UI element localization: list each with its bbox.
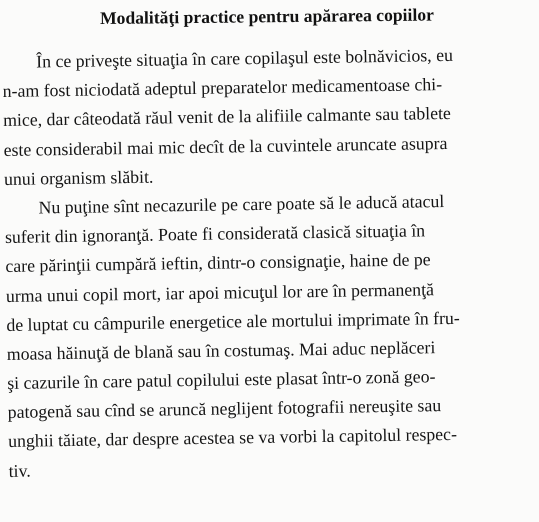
- text-line: tiv.: [8, 460, 31, 481]
- text-line: urma unui copil mort, iar apoi micuţul lor are în permanenţă: [5, 278, 435, 306]
- text-line: este considerabil mai mic decît de la cuvintele aruncate asupra: [3, 132, 448, 160]
- paragraph-2: [4, 186, 539, 486]
- body-text: [2, 40, 539, 486]
- text-line: patogenă sau cînd se aruncă neglijent fotografii nereuşite sau: [7, 395, 442, 423]
- section-heading: Modalităţi practice pentru apărarea copiilor: [99, 4, 434, 28]
- paragraph-1: [2, 40, 536, 194]
- text-line: suferit din ignoranţă. Poate fi considerată clasică situaţia în: [4, 220, 426, 248]
- text-line: n-am fost niciodată adeptul preparatelor medicamentoase chi-: [2, 74, 443, 102]
- text-line: Nu puţine sînt necazurile pe care poate să le aducă atacul: [38, 191, 445, 218]
- text-line: În ce priveşte situaţia în care copilaşul este bolnăvicios, eu: [36, 44, 454, 72]
- text-line: unghii tăiate, dar despre acestea se va vorbi la capitolul respec-: [8, 424, 458, 452]
- text-line: moasa hăinuţă de blană sau în costumaş. Mai aduc neplăceri: [6, 337, 436, 364]
- text-line: de luptat cu câmpurile energetice ale mortului imprimate în fru-: [6, 307, 460, 335]
- text-line: mice, dar câteodată răul venit de la alifiile calmante sau tablete: [2, 103, 452, 131]
- text-line: şi cazurile în care patul copilului este plasat într-o zonă geo-: [7, 366, 436, 394]
- text-line: care părinţii cumpără ieftin, dintr-o consignaţie, haine de pe: [5, 249, 431, 277]
- text-line: unui organism slăbit.: [3, 166, 154, 189]
